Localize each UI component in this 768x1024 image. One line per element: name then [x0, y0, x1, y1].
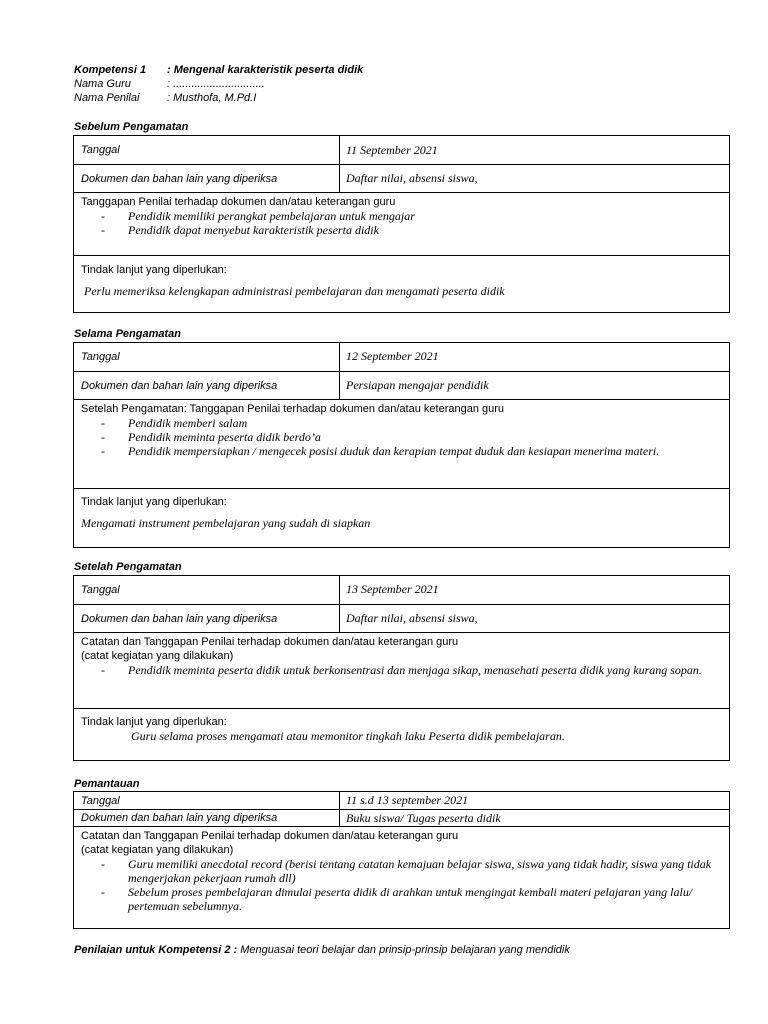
- footer-value: Menguasai teori belajar dan prinsip-prinsip belajaran yang mendidik: [237, 944, 570, 956]
- list-item: - Pendidik mempersiapkan / mengecek posisi duduk dan kerapian tempat duduk dan kesiapan menerima materi.: [101, 444, 660, 458]
- tanggal-label: Tanggal: [74, 576, 340, 604]
- list-item: - Guru memiliki anecdotal record (berisi tentang catatan kemajuan belajar siswa, siswa yang tidak hadir, siswa yang tidak mengerjakan pekerjaan rumah dll): [101, 857, 712, 885]
- dokumen-value: Persiapan mengajar pendidik: [346, 378, 489, 392]
- tindak-value: Perlu memeriksa kelengkapan administrasi pembelajaran dan mengamati peserta didik: [84, 284, 505, 298]
- tindak-block: [74, 256, 729, 312]
- dokumen-value: Daftar nilai, absensi siswa,: [346, 171, 478, 185]
- list-item: - Pendidik meminta peserta didik berdo’a: [101, 430, 321, 444]
- tanggal-value: 11 September 2021: [346, 143, 438, 157]
- row-tanggal: [74, 136, 729, 165]
- catatan-block: [74, 633, 729, 709]
- row-dokumen: [74, 165, 729, 193]
- dokumen-label: Dokumen dan bahan lain yang diperiksa: [74, 372, 340, 399]
- footer-kompetensi-2: [74, 944, 570, 956]
- section-title-selama: Selama Pengamatan: [74, 328, 181, 340]
- section-title-pemantauan: Pemantauan: [74, 778, 140, 790]
- list-item: - Pendidik memberi salam: [101, 416, 248, 430]
- guru-value: : ..............................: [167, 78, 265, 90]
- dokumen-label: Dokumen dan bahan lain yang diperiksa: [74, 165, 340, 192]
- tanggal-value: 13 September 2021: [346, 582, 439, 596]
- catatan-label: Catatan dan Tanggapan Penilai terhadap dokumen dan/atau keterangan guru: [81, 830, 459, 842]
- header-guru: [74, 77, 265, 91]
- catatan-sub: (catat kegiatan yang dilakukan): [81, 650, 234, 662]
- tanggapan-block: [74, 193, 729, 256]
- table-sebelum: [73, 135, 730, 313]
- list-item: - Pendidik meminta peserta didik untuk berkonsentrasi dan menjaga sikap, menasehati peserta didik yang kurang sopan.: [101, 663, 702, 677]
- list-item: - Sebelum proses pembelajaran dimulai peserta didik di arahkan untuk mengingat kembali materi pelajaran yang lalu/ pertemuan sebelumnya.: [101, 885, 693, 913]
- table-setelah: [73, 575, 730, 761]
- row-tanggal: [74, 343, 729, 372]
- section-title-sebelum: Sebelum Pengamatan: [74, 121, 189, 133]
- section-title-setelah: Setelah Pengamatan: [74, 561, 182, 573]
- header-penilai: [74, 91, 256, 105]
- guru-label: Nama Guru: [74, 78, 131, 90]
- tindak-label: Tindak lanjut yang diperlukan:: [81, 716, 227, 728]
- tanggal-label: Tanggal: [74, 792, 340, 809]
- tindak-block: [74, 709, 729, 760]
- tindak-label: Tindak lanjut yang diperlukan:: [81, 264, 227, 276]
- kompetensi-label: Kompetensi 1: [74, 64, 147, 76]
- row-dokumen: [74, 810, 729, 827]
- footer-label: Penilaian untuk Kompetensi 2 :: [74, 944, 238, 956]
- tindak-value: Guru selama proses mengamati atau memonitor tingkah laku Peserta didik pembelajaran.: [131, 729, 565, 743]
- tanggapan-label: Tanggapan Penilai terhadap dokumen dan/atau keterangan guru: [81, 196, 396, 208]
- row-dokumen: [74, 372, 729, 400]
- penilai-label: Nama Penilai: [74, 92, 140, 104]
- tanggal-label: Tanggal: [74, 343, 340, 371]
- dokumen-label: Dokumen dan bahan lain yang diperiksa: [74, 810, 340, 826]
- penilai-value: : Musthofa, M.Pd.I: [167, 92, 257, 104]
- list-item: - Pendidik memiliki perangkat pembelajaran untuk mengajar: [101, 209, 415, 223]
- header-kompetensi: [74, 63, 363, 77]
- tindak-label: Tindak lanjut yang diperlukan:: [81, 496, 227, 508]
- table-selama: [73, 342, 730, 548]
- tanggal-label: Tanggal: [74, 136, 340, 164]
- row-tanggal: [74, 576, 729, 605]
- dokumen-value: Daftar nilai, absensi siswa,: [346, 611, 478, 625]
- catatan-sub: (catat kegiatan yang dilakukan): [81, 844, 234, 856]
- kompetensi-value: : Mengenal karakteristik peserta didik: [167, 64, 364, 76]
- catatan-block: [74, 827, 729, 928]
- list-item: - Pendidik dapat menyebut karakteristik peserta didik: [101, 223, 379, 237]
- row-dokumen: [74, 605, 729, 633]
- tindak-block: [74, 489, 729, 547]
- tanggal-value: 12 September 2021: [346, 349, 439, 363]
- tanggapan-block: [74, 400, 729, 489]
- dokumen-value: Buku siswa/ Tugas peserta didik: [346, 810, 501, 825]
- tanggapan-label: Setelah Pengamatan: Tanggapan Penilai terhadap dokumen dan/atau keterangan guru: [81, 403, 505, 415]
- catatan-label: Catatan dan Tanggapan Penilai terhadap dokumen dan/atau keterangan guru: [81, 636, 459, 648]
- tanggal-value: 11 s.d 13 september 2021: [346, 793, 469, 807]
- dokumen-label: Dokumen dan bahan lain yang diperiksa: [74, 605, 340, 632]
- table-pemantauan: [73, 791, 730, 929]
- row-tanggal: [74, 792, 729, 810]
- tindak-value: Mengamati instrument pembelajaran yang sudah di siapkan: [81, 516, 371, 530]
